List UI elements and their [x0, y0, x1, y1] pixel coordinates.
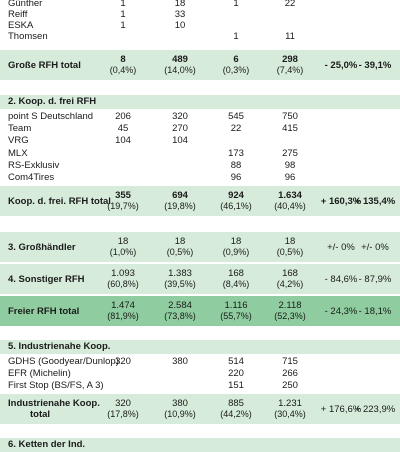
cell: 151: [228, 380, 244, 391]
cell-percent: (39,5%): [164, 279, 196, 289]
section-title: 6. Ketten der Ind.: [8, 439, 86, 450]
table-row: [0, 356, 400, 367]
section-header: [0, 95, 400, 109]
row-name: ESKA: [8, 20, 34, 31]
cell: 750: [282, 111, 298, 122]
row-name: Com4Tires: [8, 172, 55, 183]
cell-percent: (4,2%): [276, 279, 304, 289]
cell-percent: (81,9%): [107, 311, 139, 321]
cell: 2.118: [278, 300, 302, 311]
row-name: Thomsen: [8, 31, 48, 42]
row-name: Große RFH total: [8, 60, 81, 71]
row-name: EFR (Michelin): [8, 368, 71, 379]
cell-percent: (0,3%): [222, 65, 250, 75]
cell: 1.383: [168, 268, 192, 279]
cell: 18: [230, 236, 242, 247]
cell: + 135,4%: [354, 196, 396, 207]
cell: 266: [282, 368, 298, 379]
total-row-freier-rfh: [0, 296, 400, 326]
cell: 320: [115, 398, 131, 409]
cell: 1: [233, 0, 239, 9]
cell: 380: [172, 398, 188, 409]
cell-percent: (44,2%): [220, 409, 252, 419]
cell: 694: [172, 190, 188, 201]
cell: 250: [282, 380, 298, 391]
section-title: 2. Koop. d. frei RFH: [8, 96, 97, 107]
total-row-industrienahe: [0, 394, 400, 424]
cell: 18: [117, 236, 129, 247]
table-row: [0, 160, 400, 171]
cell: 11: [285, 31, 295, 42]
row-name: 4. Sonstiger RFH: [8, 274, 85, 285]
cell: 45: [117, 123, 129, 134]
cell: 220: [228, 368, 244, 379]
cell: 924: [228, 190, 244, 201]
row-name: First Stop (BS/FS, A 3): [8, 380, 104, 391]
cell: 885: [228, 398, 244, 409]
cell: 33: [174, 9, 186, 20]
cell: 489: [172, 54, 188, 65]
total-row-koop: [0, 186, 400, 216]
cell: 2.584: [168, 300, 192, 311]
cell-percent: (40,4%): [274, 201, 306, 211]
cell: 380: [172, 356, 188, 367]
cell: 104: [115, 135, 131, 146]
total-row-sonstiger: [0, 264, 400, 294]
cell: +/- 0%: [361, 242, 389, 253]
row-name: Freier RFH total: [8, 306, 80, 317]
table-row: [0, 135, 400, 146]
cell: - 25,0%: [324, 60, 358, 71]
cell: 1: [120, 20, 126, 31]
cell-percent: (60,8%): [107, 279, 139, 289]
table-row: [0, 368, 400, 379]
cell: + 160,3%: [320, 196, 362, 207]
cell-percent: (8,4%): [222, 279, 250, 289]
row-name: VRG: [8, 135, 29, 146]
cell: 545: [228, 111, 244, 122]
cell: 1: [120, 0, 126, 9]
cell: 270: [172, 123, 188, 134]
cell: 22: [230, 123, 242, 134]
cell: 168: [282, 268, 298, 279]
cell-percent: (19,7%): [107, 201, 139, 211]
cell: 6: [233, 54, 239, 65]
table-row: [0, 172, 400, 183]
cell: + 223,9%: [354, 404, 396, 415]
cell: 320: [115, 356, 131, 367]
cell: 98: [284, 160, 296, 171]
cell: 1.231: [278, 398, 302, 409]
row-name: RS-Exklusiv: [8, 160, 60, 171]
row-name: 3. Großhändler: [8, 242, 76, 253]
row-name: point S Deutschland: [8, 111, 94, 122]
cell: - 39,1%: [358, 60, 392, 71]
total-row-grosshaendler: [0, 232, 400, 262]
cell-percent: (0,5%): [166, 247, 194, 257]
cell: 320: [172, 111, 188, 122]
cell-percent: (0,4%): [109, 65, 137, 75]
section-title: 5. Industrienahe Koop.: [8, 341, 111, 352]
row-name: Koop. d. frei. RFH total: [8, 196, 111, 207]
cell: - 24,3%: [324, 306, 358, 317]
table-row: [0, 123, 400, 134]
cell: 298: [282, 54, 298, 65]
cell: 96: [284, 172, 296, 183]
cell: 1: [233, 31, 239, 42]
cell-percent: (17,8%): [107, 409, 139, 419]
cell: 355: [115, 190, 131, 201]
row-name: GDHS (Goodyear/Dunlop): [8, 356, 119, 367]
cell: 1.474: [111, 300, 135, 311]
cell-percent: (14,0%): [164, 65, 196, 75]
cell: 1.116: [224, 300, 248, 311]
cell: 206: [115, 111, 131, 122]
cell-percent: (0,5%): [276, 247, 304, 257]
row-name: Günther: [8, 0, 43, 9]
table-row: [0, 111, 400, 122]
row-name: Reiff: [8, 9, 28, 20]
cell: +/- 0%: [327, 242, 355, 253]
cell: 18: [174, 0, 186, 9]
table-row: [0, 148, 400, 159]
cell: 1.093: [111, 268, 135, 279]
cell: 173: [228, 148, 244, 159]
cell: 8: [120, 54, 126, 65]
cell-percent: (52,3%): [274, 311, 306, 321]
table-row: [0, 9, 400, 20]
row-name: Team: [8, 123, 32, 134]
cell-percent: (55,7%): [220, 311, 252, 321]
cell: - 84,6%: [324, 274, 358, 285]
row-name-line2: total: [30, 409, 51, 420]
cell: + 176,6%: [320, 404, 362, 415]
total-row-grosse-rfh: [0, 50, 400, 80]
cell: - 18,1%: [358, 306, 392, 317]
cell: - 87,9%: [358, 274, 392, 285]
row-name: Industrienahe Koop.: [8, 398, 100, 409]
cell-percent: (30,4%): [274, 409, 306, 419]
cell-percent: (10,9%): [164, 409, 196, 419]
cell: 415: [282, 123, 298, 134]
cell: 1: [120, 9, 126, 20]
cell: 18: [174, 236, 186, 247]
cell: 10: [174, 20, 186, 31]
cell-percent: (73,8%): [164, 311, 196, 321]
table-row: [0, 380, 400, 391]
cell-percent: (19,8%): [164, 201, 196, 211]
cell-percent: (46,1%): [220, 201, 252, 211]
cell: 275: [282, 148, 298, 159]
cell: 514: [228, 356, 244, 367]
cell: 18: [284, 236, 296, 247]
cell: 1.634: [278, 190, 302, 201]
cell: 715: [282, 356, 298, 367]
cell: 104: [172, 135, 188, 146]
table-row: [0, 31, 400, 42]
cell-percent: (7,4%): [276, 65, 304, 75]
cell: 22: [284, 0, 296, 9]
cell-percent: (0,9%): [222, 247, 250, 257]
table-row: [0, 0, 400, 9]
cell: 88: [230, 160, 242, 171]
cell-percent: (1,0%): [109, 247, 137, 257]
table-row: [0, 20, 400, 31]
cell: 168: [228, 268, 244, 279]
row-name: MLX: [8, 148, 28, 159]
cell: 96: [230, 172, 242, 183]
section-header: [0, 340, 400, 354]
